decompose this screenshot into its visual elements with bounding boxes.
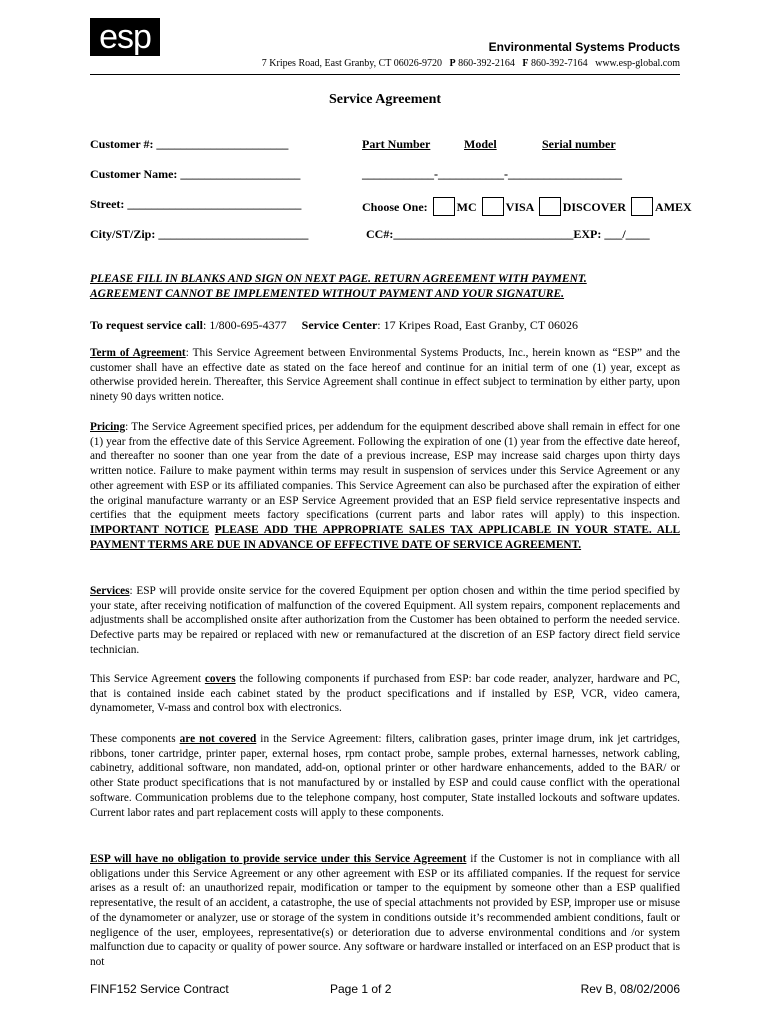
notice-line: AGREEMENT CANNOT BE IMPLEMENTED WITHOUT PAYMENT AND YOUR SIGNATURE. — [90, 288, 565, 300]
choose-one-label: Choose One: — [362, 200, 428, 214]
visa-checkbox[interactable] — [482, 197, 504, 216]
part-model-serial-field[interactable]: ____________-___________-___________________ — [362, 167, 622, 181]
mc-checkbox[interactable] — [433, 197, 455, 216]
not-covered-intro: These components — [90, 733, 180, 745]
not-covered-text: in the Service Agreement: filters, calibration gases, printer image drum, ink jet cartridges, ribbons, toner cartridge, printer paper, external hoses, rpm contact probe, sample probes, external harnesses, network cabling, cabinetry, additional software, non mandated, add-on, optional printer or other hardware enhancements, added to the BAR/ or other State product specifications that is not manufactured by or installed by ESP and could cause conflict with the operational software. Communication problems due to the telephone company, host computer, State installed lockouts and software updates. Current labor rates and part replacement costs will apply to these components. — [90, 733, 681, 819]
street-field[interactable]: Street: _____________________________ — [90, 197, 302, 211]
website: www.esp-global.com — [595, 58, 680, 69]
services-paragraph — [90, 584, 680, 658]
discover-checkbox[interactable] — [539, 197, 561, 216]
pricing-paragraph — [90, 420, 680, 552]
phone-number: 860-392-2164 — [458, 58, 515, 69]
not-covered-keyword: are not covered — [179, 733, 257, 745]
phone-label: P — [449, 58, 456, 69]
payment-notice — [90, 272, 680, 302]
mc-label: MC — [456, 200, 477, 214]
card-type-row — [362, 197, 692, 216]
company-address-line — [262, 58, 680, 69]
footer-revision: Rev B, 08/02/2006 — [580, 982, 680, 996]
visa-label: VISA — [505, 200, 534, 214]
term-text: : This Service Agreement between Environmental Systems Products, Inc., herein known as “ESP” and the customer shall have an effective date as stated on the face hereof and continue for an initial term of one (1) year, except as otherwise provided herein. Thereafter, this Service Agreement shall continue in effect subject to termination by either party, upon ninety 90 days written notice. — [90, 347, 680, 404]
credit-card-field[interactable]: CC#:______________________________EXP: ___/____ — [366, 227, 650, 241]
term-paragraph — [90, 346, 680, 405]
covers-intro: This Service Agreement — [90, 673, 205, 685]
services-text: : ESP will provide onsite service for the covered Equipment per option chosen and within the time period specified by your state, after receiving notification of malfunction of the covered Equipment. All system repairs, component replacements and adjustments shall be accomplished onsite after authorization from the Customer has been obtained to perform the needed service. Defective parts may be repaired or replaced with new or remanufactured at the discretion of an ESP factory direct field service technician. — [90, 585, 680, 656]
model-label: Model — [464, 137, 497, 151]
customer-number-field[interactable]: Customer #: ______________________ — [90, 137, 289, 151]
customer-name-field[interactable]: Customer Name: ____________________ — [90, 167, 301, 181]
part-number-label: Part Number — [362, 137, 431, 151]
service-center-address: : 17 Kripes Road, East Granby, CT 06026 — [377, 318, 578, 332]
footer-form-id: FINF152 Service Contract — [90, 982, 229, 996]
service-center-label: Service Center — [301, 318, 378, 332]
amex-label: AMEX — [655, 200, 692, 214]
sales-tax-notice: PLEASE ADD THE APPROPRIATE SALES TAX APPLICABLE IN YOUR STATE. ALL PAYMENT TERMS ARE DUE IN ADVANCE OF EFFECTIVE DATE OF SERVICE AGREEMENT. — [90, 523, 680, 551]
notice-line: PLEASE FILL IN BLANKS AND SIGN ON NEXT PAGE. RETURN AGREEMENT WITH PAYMENT. — [90, 273, 587, 285]
serial-number-label: Serial number — [542, 137, 616, 151]
city-state-zip-field[interactable]: City/ST/Zip: _________________________ — [90, 227, 309, 241]
street-address: 7 Kripes Road, East Granby, CT 06026-9720 — [261, 58, 443, 69]
document-title: Service Agreement — [328, 92, 442, 107]
service-call-label: To request service call — [90, 318, 203, 332]
fax-label: F — [522, 58, 529, 69]
covers-text: the following components if purchased from ESP: bar code reader, analyzer, hardware and PC, that is contained inside each cabinet stated by the product specifications and if installed by ESP, VCR, video camera, dynamometer, V-mass and control box with electronics. — [90, 673, 680, 715]
obligation-heading: ESP will have no obligation to provide service under this Service Agreement — [90, 853, 467, 865]
fax-number: 860-392-7164 — [530, 58, 588, 69]
important-notice-label: IMPORTANT NOTICE — [90, 523, 210, 536]
obligation-paragraph — [90, 852, 680, 970]
header-divider — [90, 74, 680, 75]
not-covered-paragraph — [90, 732, 680, 820]
amex-checkbox[interactable] — [631, 197, 653, 216]
discover-label: DISCOVER — [562, 200, 627, 214]
pricing-text: : The Service Agreement specified prices, per addendum for the equipment described above shall remain in effect for one (1) year from the effective date of this Service Agreement. Following the expiration of one (1) year from the effective date hereof, and thereafter no sooner than one year from the date of a previous increase, ESP may increase said charges upon thirty days written notice. Failure to make payment within terms may result in suspension of services under this Service Agreement or any other agreement with ESP or its affiliated companies. This Service Agreement can also be purchased after the expiration of either the original manufacture warranty or an ESP Service Agreement provided that an ESP field service representative inspects and certifies that the equipment meets factory specifications (current parts and labor rates will apply) to this inspection. — [90, 421, 680, 522]
service-phone: : 1/800-695-4377 — [202, 318, 287, 332]
esp-logo: esp — [90, 18, 160, 56]
pricing-heading: Pricing — [90, 421, 126, 433]
company-name: Environmental Systems Products — [488, 40, 680, 54]
footer-page-number: Page 1 of 2 — [330, 982, 392, 996]
obligation-text: if the Customer is not in compliance with all obligations under this Service Agreement or any other agreement with ESP or its affiliated companies. If the request for service arises as a result of: an unauthorized repair, modification or tamper to the equipment by someone other than a ESP qualified representative, the result of an accident, a catastrophe, the use of special attachments not provided by ESP, improper use or misuse of the dynamometer or analyzer, use or storage of the system in conditions outside it’s recommended ambient conditions, fault or negligence of the user, employees, representative(s) or deterioration due to adverse environmental conditions and /or system malfunction due to capacity or quality of power source. Any software or hardware installed or interfaced on an ESP product that is not — [90, 853, 680, 968]
service-call-line — [90, 318, 680, 333]
covers-keyword: covers — [204, 673, 236, 685]
services-heading: Services — [90, 585, 130, 597]
covers-paragraph — [90, 672, 680, 716]
term-heading: Term of Agreement — [90, 347, 186, 359]
